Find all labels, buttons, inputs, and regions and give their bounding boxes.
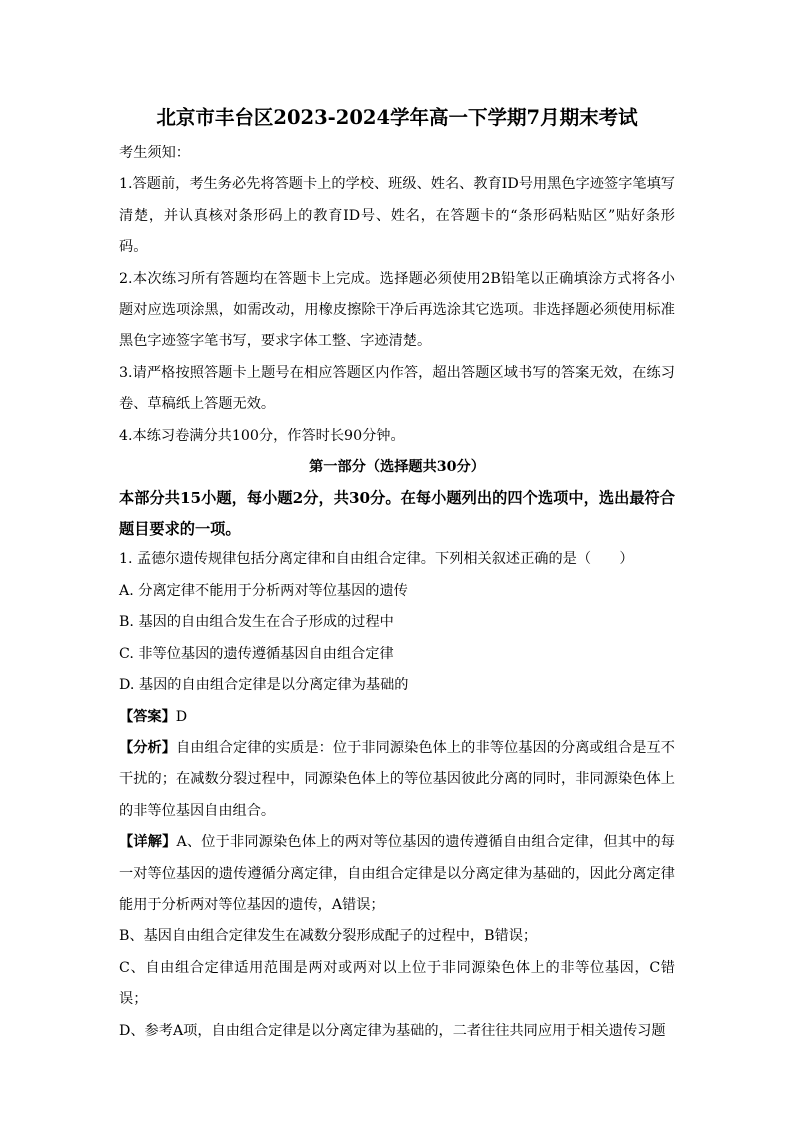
detail-b: B、基因自由组合定律发生在减数分裂形成配子的过程中，B错误； [119, 928, 538, 945]
answer-label: 【答案】 [119, 708, 176, 725]
document-page [119, 103, 675, 1047]
question1-stem: 1. 孟德尔遗传规律包括分离定律和自由组合定律。下列相关叙述正确的是（ ） [119, 551, 634, 568]
notice-item-1: 1.答题前，考生务必先将答题卡上的学校、班级、姓名、教育ID号用黑色字迹签字笔填写清楚，并认真核对条形码上的教育ID号、姓名，在答题卡的“条形码粘贴区”贴好条形码。 [119, 176, 675, 256]
detail-d: D、参考A项，自由组合定律是以分离定律为基础的，二者往往共同应用于相关遗传习题 [119, 1022, 666, 1039]
question1-option-d: D. 基因的自由组合定律是以分离定律为基础的 [119, 677, 409, 694]
question1-option-b: B. 基因的自由组合发生在合子形成的过程中 [119, 614, 394, 631]
notice-item-4: 4.本练习卷满分共100分，作答时长90分钟。 [119, 427, 405, 444]
analysis-text: 自由组合定律的实质是：位于非同源染色体上的非等位基因的分离或组合是互不干扰的；在减数分裂过程中，同源染色体上的等位基因彼此分离的同时，非同源染色体上的非等位基因自由组合。 [119, 739, 675, 819]
part1-title: 第一部分（选择题共30分） [309, 459, 485, 476]
detail-label: 【详解】 [119, 834, 177, 851]
question1-option-a: A. 分离定律不能用于分析两对等位基因的遗传 [119, 582, 408, 599]
part1-instruction: 本部分共15小题，每小题2分，共30分。在每小题列出的四个选项中，选出最符合题目要求的一项。 [119, 489, 675, 538]
detail-a-paragraph [119, 827, 675, 921]
question1-option-c: C. 非等位基因的遗传遵循基因自由组合定律 [119, 645, 394, 662]
answer-value: D [175, 708, 188, 725]
notice-heading: 考生须知： [119, 145, 190, 161]
notice-item-3: 3.请严格按照答题卡上题号在相应答题区内作答，超出答题区域书写的答案无效，在练习卷、草稿纸上答题无效。 [119, 364, 675, 413]
answer-row [119, 702, 675, 733]
detail-a-text: A、位于非同源染色体上的两对等位基因的遗传遵循自由组合定律，但其中的每一对等位基因的遗传遵循分离定律，自由组合定律是以分离定律为基础的，因此分离定律能用于分析两对等位基因的遗传，A错误； [119, 834, 675, 913]
analysis-label: 【分析】 [119, 739, 177, 756]
notice-item-2: 2.本次练习所有答题均在答题卡上完成。选择题必须使用2B铅笔以正确填涂方式将各小题对应选项涂黑，如需改动，用橡皮擦除干净后再选涂其它选项。非选择题必须使用标准黑色字迹签字笔书写，要求字体工整、字迹清楚。 [119, 270, 675, 350]
detail-c: C、自由组合定律适用范围是两对或两对以上位于非同源染色体上的非等位基因，C错误； [119, 959, 675, 1008]
page-title: 北京市丰台区2023-2024学年高一下学期7月期末考试 [156, 106, 638, 129]
analysis-paragraph [119, 733, 675, 827]
